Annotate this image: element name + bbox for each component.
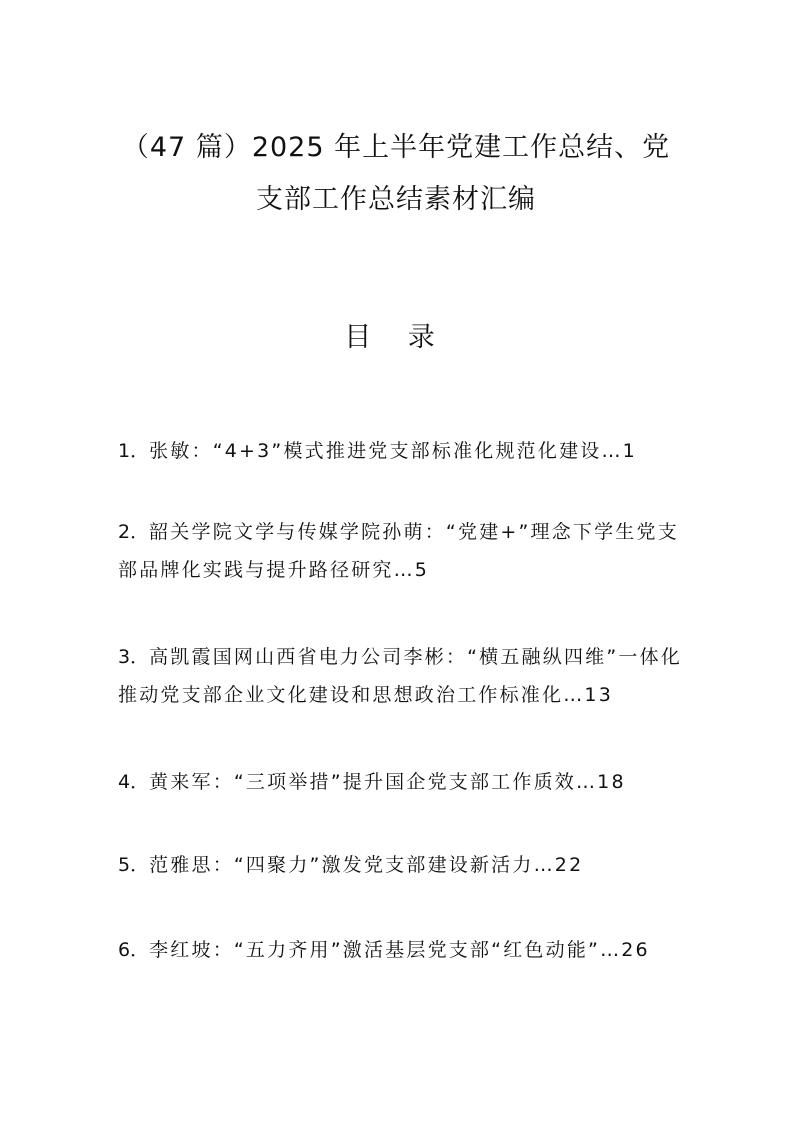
toc-entry-text: 李红坡：“五力齐用”激活基层党支部“红色动能”…26 [149, 939, 650, 961]
document-title [96, 122, 696, 226]
toc-entry-2[interactable] [118, 513, 688, 589]
toc-entry-text: 黄来军：“三项举措”提升国企党支部工作质效…18 [149, 771, 626, 793]
toc-entry-number: 6． [118, 939, 150, 961]
toc-entry-text: 张敏：“4+3”模式推进党支部标准化规范化建设…1 [149, 440, 637, 462]
toc-entry-number: 3． [118, 646, 150, 668]
toc-entry-text: 高凯霞国网山西省电力公司李彬：“横五融纵四维”一体化推动党支部企业文化建设和思想政治工作标准化…13 [118, 646, 682, 706]
toc-entry-4[interactable] [118, 763, 688, 801]
toc-entry-number: 5． [118, 854, 150, 876]
document-title-line-2: 支部工作总结素材汇编 [256, 184, 536, 215]
toc-entry-3[interactable] [118, 638, 688, 714]
toc-entry-1[interactable] [118, 432, 688, 470]
toc-entry-5[interactable] [118, 846, 688, 884]
toc-entry-number: 1． [118, 440, 150, 462]
toc-entry-6[interactable] [118, 931, 688, 969]
document-title-line-1: （47 篇）2025 年上半年党建工作总结、党 [121, 132, 671, 163]
toc-heading: 目 录 [344, 322, 449, 353]
toc-entry-text: 韶关学院文学与传媒学院孙萌：“党建+”理念下学生党支部品牌化实践与提升路径研究…5 [118, 521, 679, 581]
toc-entry-text: 范雅思：“四聚力”激发党支部建设新活力…22 [149, 854, 584, 876]
toc-entry-number: 4． [118, 771, 150, 793]
toc-entry-number: 2． [118, 521, 150, 543]
